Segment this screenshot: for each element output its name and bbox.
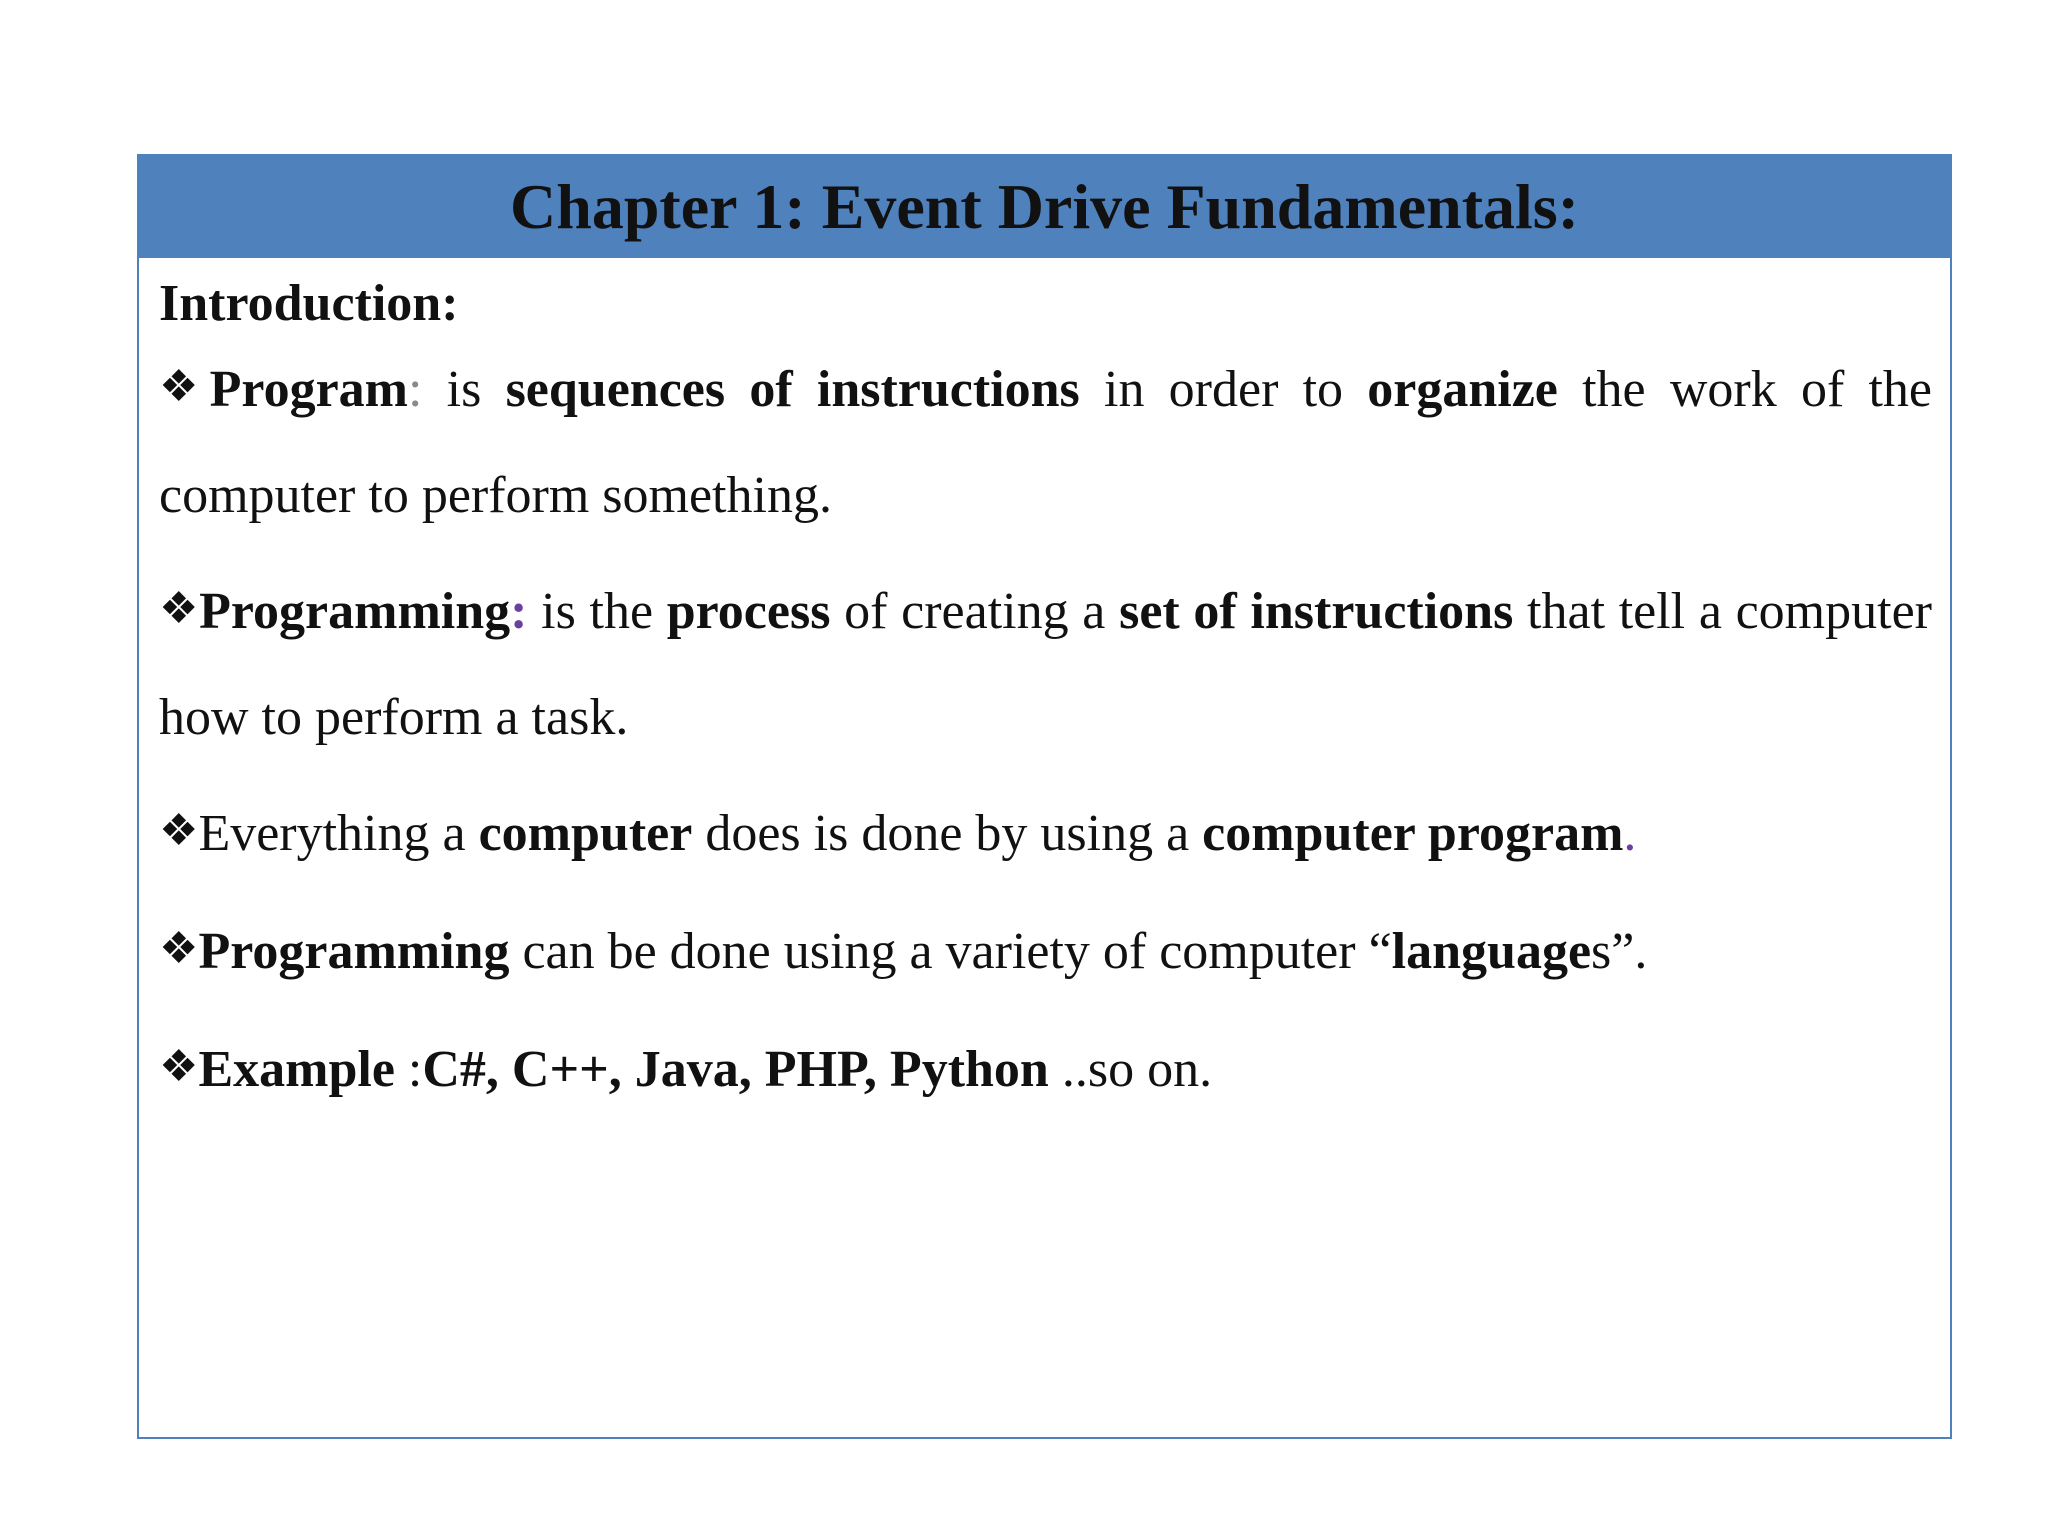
text-span: ..so on. xyxy=(1048,1041,1213,1098)
slide-frame xyxy=(137,154,1952,1439)
term-program: Program xyxy=(209,361,408,418)
title-bar xyxy=(139,156,1950,258)
diamond-bullet-icon: ❖ xyxy=(159,584,200,633)
text-span: Everything a xyxy=(198,805,479,862)
paragraph-example xyxy=(159,1018,1932,1124)
paragraph-program xyxy=(159,338,1932,548)
text-span: that tell a computer how to perform a task. xyxy=(159,583,1932,746)
diamond-bullet-icon: ❖ xyxy=(159,362,210,411)
text-span: is the xyxy=(527,583,667,640)
bold-span: process xyxy=(666,583,831,640)
bold-span: organize xyxy=(1367,361,1558,418)
colon: : xyxy=(510,583,528,640)
text-span: does is done by using a xyxy=(692,805,1203,862)
paragraph-programming xyxy=(159,560,1932,770)
intro-heading: Introduction: xyxy=(159,275,459,332)
bold-span: Example xyxy=(198,1041,395,1098)
bold-span: Programming xyxy=(198,923,510,980)
bold-span: language xyxy=(1391,923,1592,980)
diamond-bullet-icon: ❖ xyxy=(159,924,199,973)
paragraph-languages xyxy=(159,900,1932,1006)
slide-content xyxy=(159,258,1932,1124)
diamond-bullet-icon: ❖ xyxy=(159,1042,199,1091)
slide-title: Chapter 1: Event Drive Fundamentals: xyxy=(510,171,1579,242)
text-span: is xyxy=(422,361,506,418)
period: . xyxy=(1623,805,1637,862)
paragraph-everything xyxy=(159,782,1932,888)
diamond-bullet-icon: ❖ xyxy=(159,806,199,855)
text-span: the work of the computer to perform something. xyxy=(159,361,1933,524)
text-span: : xyxy=(394,1041,423,1098)
text-span: of creating a xyxy=(830,583,1120,640)
bold-span: computer xyxy=(478,805,693,862)
bold-span: C#, C++, Java, PHP, Python xyxy=(422,1041,1049,1098)
text-span: in order to xyxy=(1079,361,1368,418)
colon: : xyxy=(407,361,423,418)
text-span: s”. xyxy=(1591,923,1648,980)
bold-span: computer program xyxy=(1202,805,1624,862)
bold-span: sequences of instructions xyxy=(505,361,1080,418)
bold-span: set of instructions xyxy=(1119,583,1514,640)
term-programming: Programming xyxy=(199,583,511,640)
text-span: can be done using a variety of computer “ xyxy=(509,923,1392,980)
